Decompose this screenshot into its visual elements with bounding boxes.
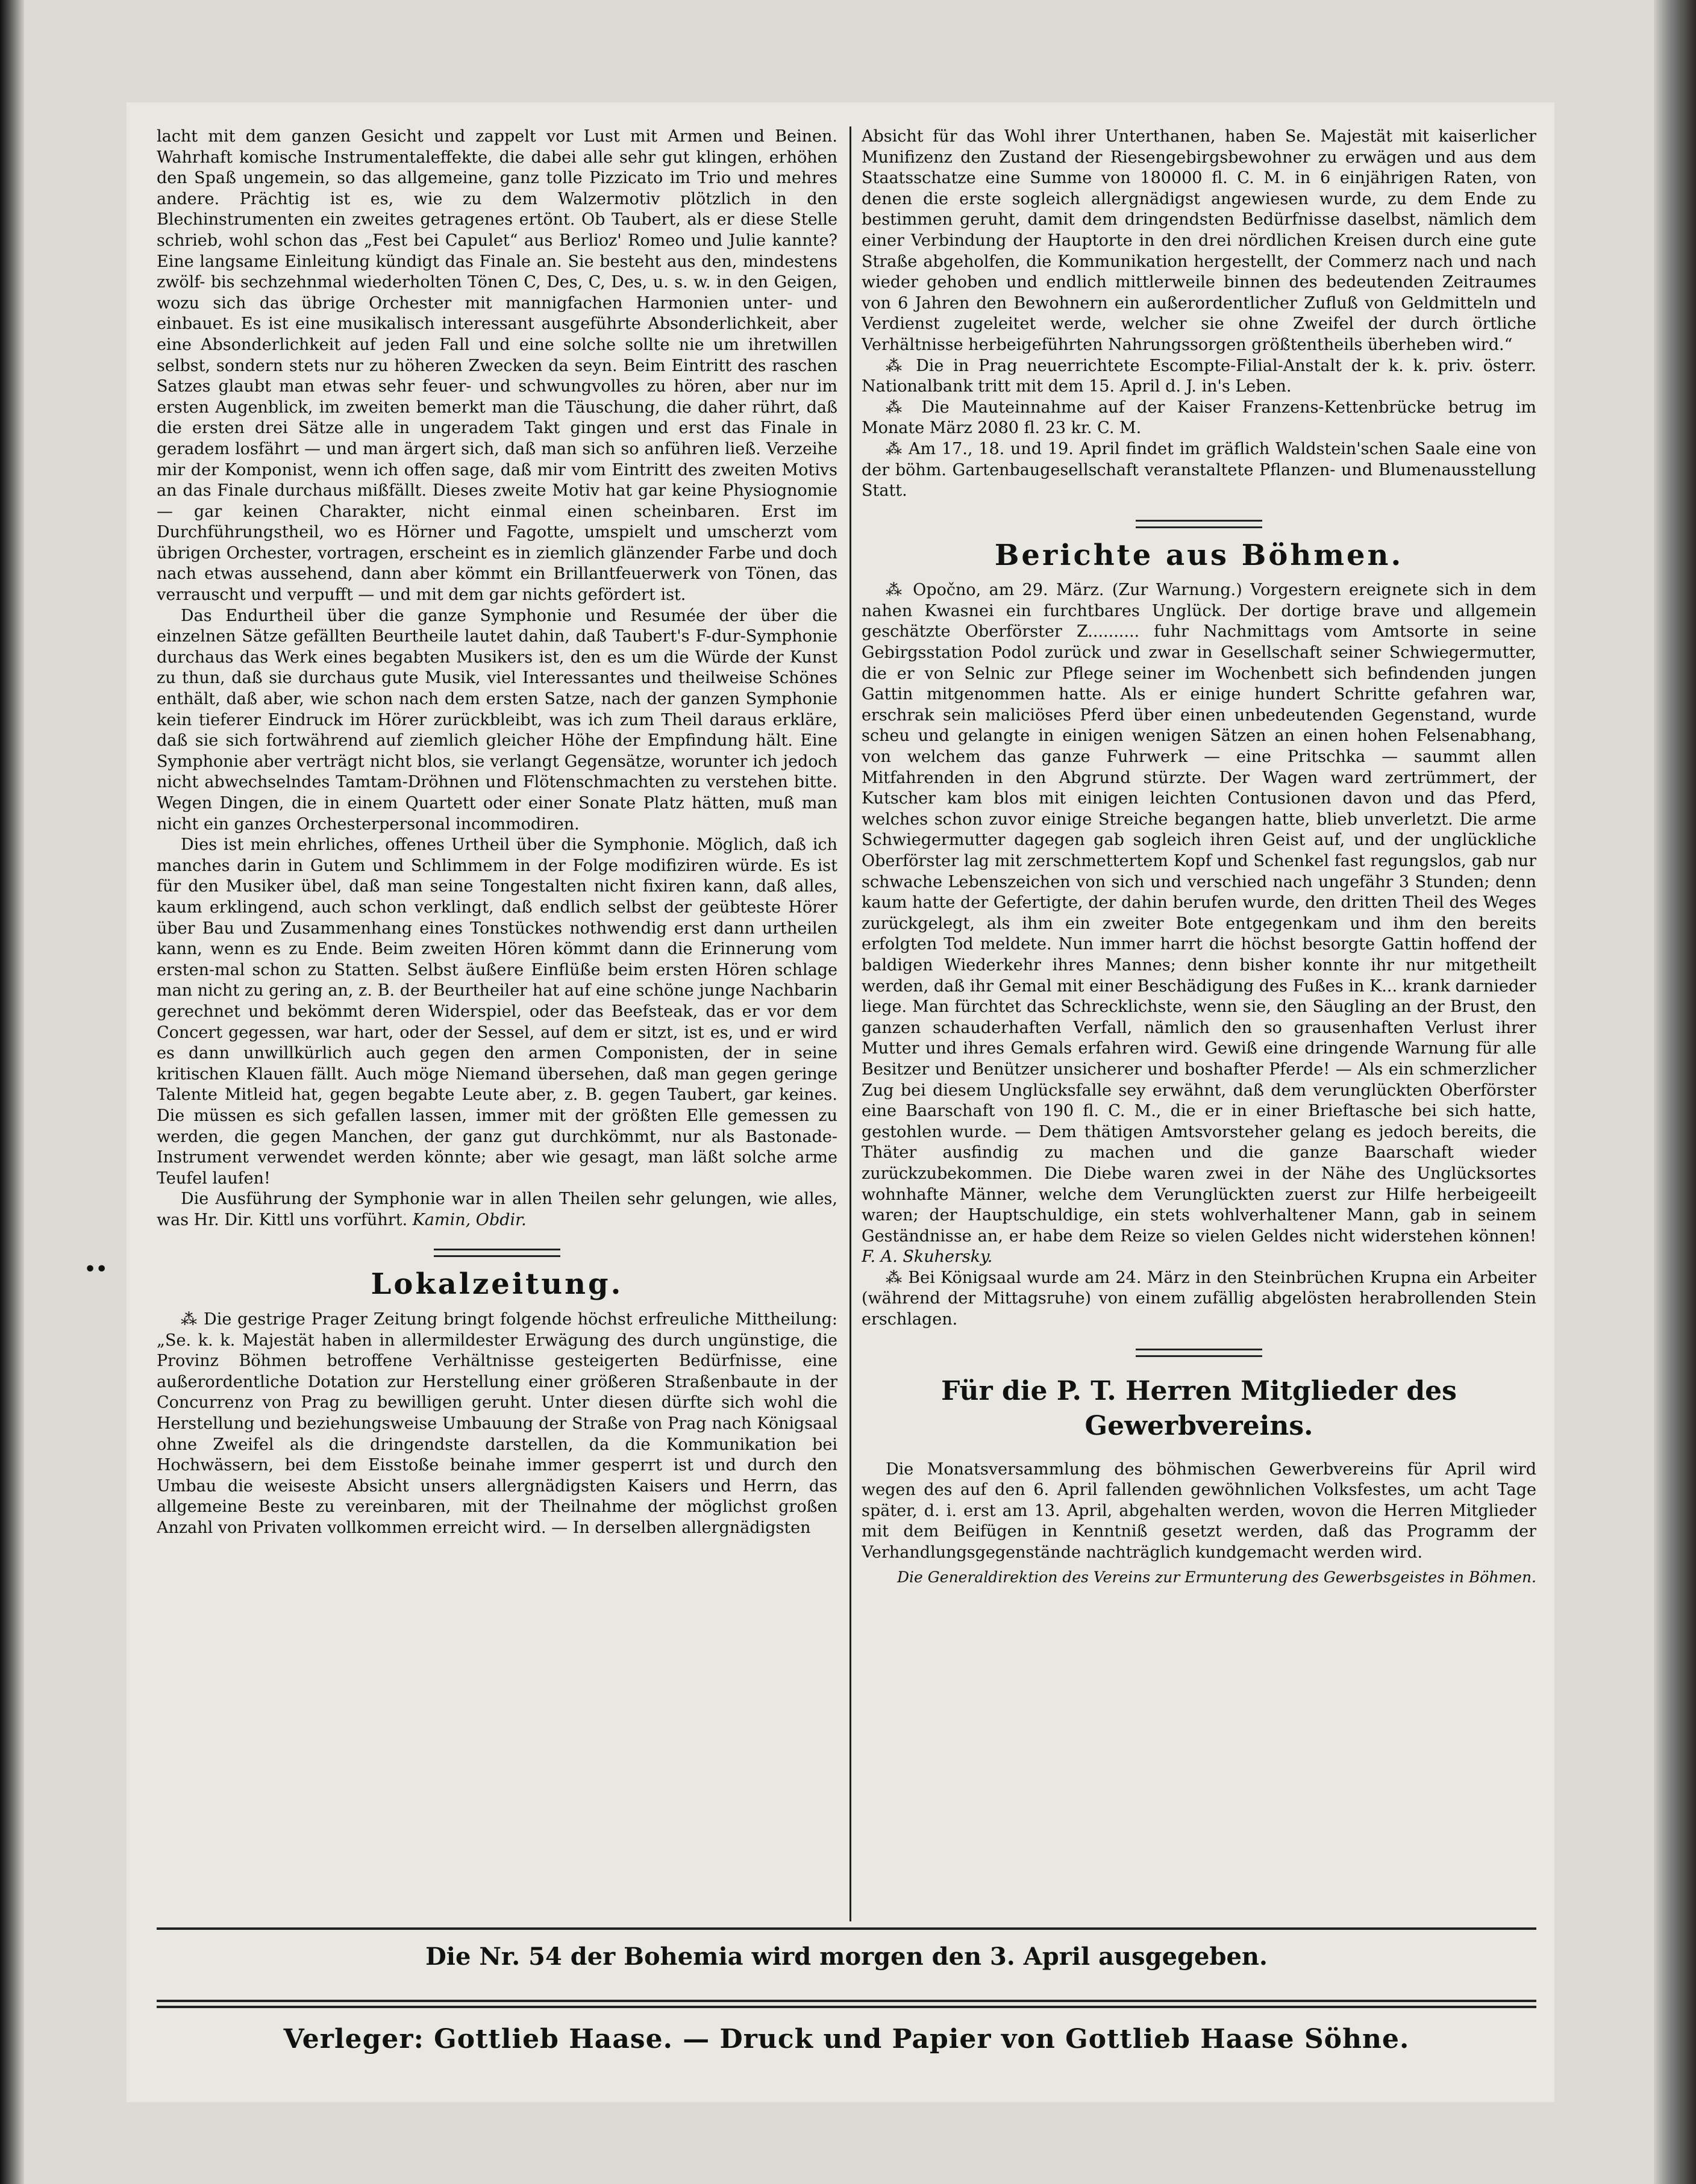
- concert-review-para-4: [157, 1189, 837, 1231]
- lokalzeitung-continuation: Absicht für das Wohl ihrer Unterthanen, haben Se. Majestät mit kaiserlicher Munifizenz den Zustand der Riesengebirgsbewohner zu erwägen und aus dem Staatsschatze eine Summe von 180000 fl. C. M. in 6 einjährigen Raten, von denen die erste sogleich allergnädigst angewiesen wurde, zu dem Ende zu bestimmen geruht, damit dem dringendsten Bedürfnisse daselbst, nämlich dem einer Verbindung der Hauptorte in den drei nördlichen Kreisen durch eine gute Straße abgeholfen, die Kommunikation hergestellt, der Commerz nach und nach wieder gehoben und endlich mittlerweile binnen des bedeutenden Zeitraumes von 6 Jahren den Bewohnern ein außerordentlicher Zufluß von Geldmitteln und Verdienst zugeleitet werde, welcher sie ohne Zweifel der durch örtliche Verhältnisse herbeigeführten Nahrungssorgen größtentheils überheben wird.“: [862, 127, 1536, 354]
- concert-review-para-3: Dies ist mein ehrliches, offenes Urtheil über die Symphonie. Möglich, daß ich manches darin in Gutem und Schlimmem in der Folge modifiziren würde. Es ist für den Musiker übel, daß man seine Tongestalten nicht fixiren kann, daß alles, kaum erklingend, auch schon verklingt, daß endlich selbst der geübteste Hörer über Bau und Zusammenhang eines Tonstückes nothwendig erst dann urtheilen kann, wenn es zu Ende. Beim zweiten Hören kömmt dann die Erinnerung vom ersten-mal schon zu Statten. Selbst äußere Einflüße beim ersten Hören schlage man nicht zu gering an, z. B. der Beurtheiler hat auf eine schöne junge Nachbarin gerechnet und bekömmt deren Widerspiel, oder das Beefsteak, das er vor dem Concert gegessen, war hart, oder der Sessel, auf dem er sitzt, ist es, und er wird es dann unwillkürlich auch gegen den armen Componisten, der in seine kritischen Klauen fällt. Auch möge Niemand übersehen, daß man gegen geringe Talente Mitleid hat, gegen begabte Leute aber, z. B. gegen Taubert, gar keines. Die müssen es sich gefallen lassen, immer mit der größten Elle gemessen zu werden, die gegen Manchen, der ganz gut durchkömmt, nur als Bastonade-Instrument verwendet werden könnte; aber wie gesagt, man läßt solche arme Teufel laufen!: [157, 835, 837, 1188]
- lokalzeitung-text: ⁂ Die gestrige Prager Zeitung bringt folgende höchst erfreuliche Mittheilung: „Se. k. k. Majestät haben in allermildester Erwägung des durch ungünstige, die Provinz Böhmen betroffene Verhältnisse gesteigerten Bedürfnisse, eine außerordentliche Dotation zur Herstellung einer größeren Straßenbaute in der Concurrenz von Prag zu bewilligen geruht. Unter diesen dürfte sich wohl die Herstellung und beziehungsweise Umbauung der Straße von Prag nach Königsaal ohne Zweifel als die dringendste darstellen, da die Kommunikation bei Hochwässern, bei dem Eisstoße beinahe immer gesperrt ist und durch den Umbau die weiseste Absicht unsers allergnädigsten Kaisers und Herrn, das allgemeine Beste zu vereinbaren, mit der Theilnahme der möglichst großen Anzahl von Privaten vollkommen erreicht wird. — In derselben allergnädigsten: [157, 1310, 837, 1537]
- berichte-title: Berichte aus Böhmen.: [994, 538, 1404, 572]
- concert-review-para-1: lacht mit dem ganzen Gesicht und zappelt vor Lust mit Armen und Beinen. Wahrhaft komische Instrumentaleffekte, die dabei alle sehr gut klingen, erhöhen den Spaß ungemein, so das allgemeine, ganz tolle Pizzicato im Trio und mehres andere. Prächtig ist es, wie zu dem Walzermotiv plötzlich in den Blechinstrumenten ein zweites getragenes ertönt. Ob Taubert, als er diese Stelle schrieb, wohl schon das „Fest bei Capulet“ aus Berlioz' Romeo und Julie kannte? Eine langsame Einleitung kündigt das Finale an. Sie besteht aus den, mindestens zwölf- bis sechzehnmal wiederholten Tönen C, Des, C, Des, u. s. w. in den Geigen, wozu sich das übrige Orchester mit mannigfachen Harmonien unter- und einbauet. Es ist eine musikalisch interessant ausgeführte Absonderlichkeit, aber eine Absonderlichkeit auf jeden Fall und eine solche sollte nie um ihretwillen selbst, sondern stets nur zu höheren Zwecken da seyn. Beim Eintritt des raschen Satzes glaubt man etwas sehr feuer- und schwungvolles zu hören, aber nur im ersten Augenblick, im zweiten bemerkt man die Täuschung, die daher rührt, daß die ersten drei Sätze alle in ungeradem Takt gingen und erst das Finale in geradem losfährt — und man ärgert sich, daß man sich so anführen ließ. Verzeihe mir der Komponist, wenn ich offen sage, daß mir vom Eintritt des zweiten Motivs an das Finale durchaus mißfällt. Dieses zweite Motiv hat gar keine Physiognomie — gar keinen Charakter, nicht einmal einen scheinbaren. Erst im Durchführungstheil, wo es Hörner und Fagotte, umspielt und umscherzt vom übrigen Orchester, vortragen, erscheint es in ziemlich glänzender Farbe und doch nach etwas aussehend, dann aber kömmt ein Brillantfeuerwerk von Tönen, das verrauscht und verpufft — und mit dem gar nichts gefördert ist.: [157, 127, 837, 605]
- issue-notice: Die Nr. 54 der Bohemia wird morgen den 3. April ausgegeben.: [425, 1942, 1268, 1971]
- right-column: [862, 126, 1536, 1945]
- left-column: [157, 126, 837, 1945]
- report-opocno: [862, 580, 1536, 1268]
- concert-review-para-2: Das Endurtheil über die ganze Symphonie und Resumée der über die einzelnen Sätze gefällten Beurtheile lautet dahin, daß Taubert's F-dur-Symphonie durchaus das Werk eines begabten Musikers ist, den es um die Würde der Kunst zu thun, daß sie durchaus gute Musik, viel Interessantes und theilweise Schönes enthält, daß aber, wie schon nach dem ersten Satze, nach der ganzen Symphonie kein tieferer Eindruck im Hörer zurückbleibt, was ich zum Theil daraus erkläre, daß sie sich fortwährend auf ziemlich gleicher Höhe der Empfindung hält. Eine Symphonie aber verträgt nicht blos, sie verlangt Gegensätze, worunter ich jedoch nicht abwechselndes Tamtam-Dröhnen und Flötenschmachten zu verstehen bitte. Wegen Dingen, die in einem Quartett oder einer Sonate Platz hätten, muß man nicht ein ganzes Orchesterpersonal incommodiren.: [157, 606, 837, 834]
- concert-review-para-4-text: Die Ausführung der Symphonie war in allen Theilen sehr gelungen, wie alles, was Hr. Dir. Kittl uns vorführt.: [157, 1190, 837, 1229]
- section-divider: [1136, 1349, 1262, 1357]
- gewerbverein-title: Für die P. T. Herren Mitglieder des Gewerbvereins.: [941, 1375, 1457, 1441]
- news-item-escompte: ⁂ Die in Prag neuerrichtete Escompte-Filial-Anstalt der k. k. priv. österr. Nationalbank tritt mit dem 15. April d. J. in's Leben.: [862, 356, 1536, 396]
- news-item-ausstellung: ⁂ Am 17., 18. und 19. April findet im gräflich Waldstein'schen Saale eine von der böhm. Gartenbaugesellschaft veranstaltete Pflanzen- und Blumenausstellung Statt.: [862, 439, 1536, 501]
- section-divider: [434, 1249, 560, 1257]
- footer-rule-top: [157, 2000, 1536, 2002]
- gewerbverein-signature: Die Generaldirektion des Vereins zur Ermunterung des Gewerbsgeistes in Böhmen.: [897, 1568, 1536, 1586]
- footer-rule-top-2: [157, 2006, 1536, 2008]
- news-item-mauteinnahme: ⁂ Die Mauteinnahme auf der Kaiser Franzens-Kettenbrücke betrug im Monate März 2080 fl. 23 kr. C. M.: [862, 398, 1536, 438]
- gewerbverein-text: Die Monatsversammlung des böhmischen Gewerbvereins für April wird wegen des auf den 6. April fallenden gewöhnlichen Volksfestes, um acht Tage später, d. i. erst am 13. April, abgehalten werden, wovon die Herren Mitglieder mit dem Beifügen in Kenntniß gesetzt werden, daß das Programm der Verhandlungsgegenstände nachträglich kundgemacht werden wird.: [862, 1459, 1536, 1562]
- publisher-footer: Verleger: Gottlieb Haase. — Druck und Papier von Gottlieb Haase Söhne.: [283, 2024, 1410, 2055]
- report-opocno-text: ⁂ Opočno, am 29. März. (Zur Warnung.) Vorgestern ereignete sich in dem nahen Kwasnei ein furchtbares Unglück. Der dortige brave und allgemein geschätzte Oberförster Z.......... fuhr Nachmittags vom Amtsorte in seine Gebirgsstation Podol zurück und zwar in Gesellschaft seiner Schwiegermutter, die er von Selnic zur Pflege seiner im Wochenbett sich befindenden jungen Gattin mitgenommen hatte. Als er einige hundert Schritte gefahren war, erschrak sein maliciöses Pferd über einen unbedeutenden Gegenstand, wurde scheu und gelangte in einigen wenigen Sätzen an einen hohen Felsenabhang, von welchem das ganze Fuhrwerk — eine Pritschka — saummt allen Mitfahrenden in den Abgrund stürzte. Der Wagen ward zertrümmert, der Kutscher kam blos mit einigen leichten Contusionen davon und das Pferd, welches schon zuvor einige Streiche begangen hatte, blieb unverletzt. Die arme Schwiegermutter dagegen gab sogleich ihren Geist auf, und der unglückliche Oberförster lag mit zerschmettertem Kopf und Schenkel fast regungslos, gab nur schwache Lebenszeichen von sich und verschied nach ungefähr 3 Stunden; denn kaum hatte der Gefertigte, der dahin berufen wurde, den dritten Theil des Weges zurückgelegt, als ihm ein zweiter Bote entgegenkam und ihm den bereits erfolgten Tod meldete. Nun immer harrt die höchst besorgte Gattin hoffend der baldigen Wiederkehr ihres Mannes; denn bisher konnte ihr nur mitgetheilt werden, daß ihr Gemal mit einer Beschädigung des Fußes in K... krank darnieder liege. Man fürchtet das Schrecklichste, wenn sie, den Säugling an der Brust, den ganzen schauderhaften Verfall, nämlich den so grausenhaften Verlust ihrer Mutter und ihres Gemals erfahren wird. Gewiß eine dringende Warnung für alle Besitzer und Benützer unsicherer und boshafter Pferde! — Als ein schmerzlicher Zug bei diesem Unglücksfalle sey erwähnt, daß dem verunglückten Oberförster eine Baarschaft von 190 fl. C. M., die er in einer Brieftasche bei sich hatte, gestohlen wurde. — Dem thätigen Amtsvorsteher gelang es jedoch bereits, die Thäter ausfindig zu machen und die ganze Baarschaft wieder zurückzubekommen. Die Diebe waren zwei in der Nähe des Unglücksortes wohnhafte Männer, welche dem Verunglückten zuerst zur Hilfe herbeigeeilt waren; der Hauptschuldige, ein stets wohlverhaltener Mann, gab in seinem Geständnisse an, er habe dem Reize so vielen Geldes nicht widerstehen können!: [862, 581, 1536, 1246]
- concert-review-signature: Kamin, Obdir.: [412, 1210, 527, 1229]
- lokalzeitung-title: Lokalzeitung.: [371, 1267, 624, 1302]
- newspaper-page: [127, 102, 1554, 2102]
- notice-rule-top: [157, 1927, 1536, 1930]
- section-divider: [1136, 520, 1262, 528]
- scan-edge-left: [0, 0, 24, 2184]
- report-opocno-signature: F. A. Skuhersky.: [862, 1247, 993, 1267]
- report-koenigsaal: ⁂ Bei Königsaal wurde am 24. März in den Steinbrüchen Krupna ein Arbeiter (während der Mittagsruhe) von einem zufällig abgelösten herabrollenden Stein erschlagen.: [862, 1268, 1536, 1329]
- scan-edge-right: [1654, 0, 1696, 2184]
- column-divider: [850, 126, 851, 1921]
- margin-mark: ••: [84, 1259, 108, 1280]
